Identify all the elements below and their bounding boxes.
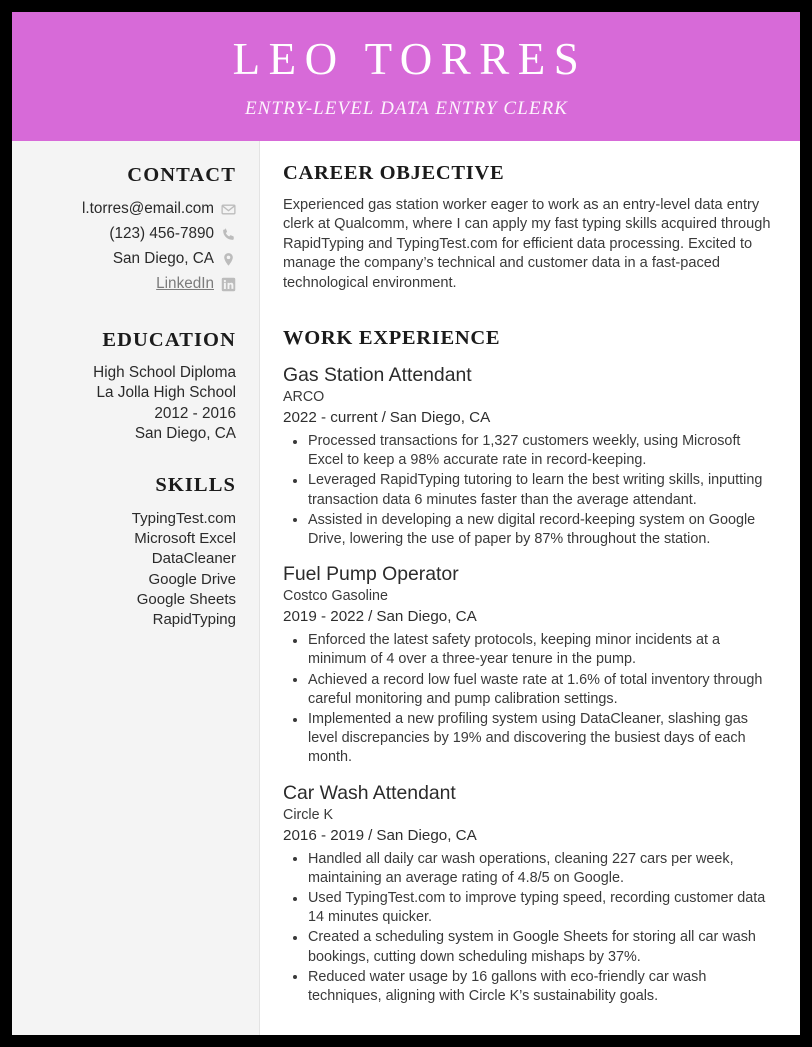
contact-item-phone[interactable] xyxy=(26,224,236,245)
skills-list xyxy=(26,509,236,631)
contact-phone-text: (123) 456-7890 xyxy=(109,225,214,243)
work-experience-entry xyxy=(283,562,774,767)
job-bullet: Enforced the latest safety protocols, keeping minor incidents at a minimum of 4 over a three-year tenure in the pump. xyxy=(283,631,774,669)
job-bullet: Reduced water usage by 16 gallons with eco-friendly car wash techniques, aligning with Circle K’s sustainability goals. xyxy=(283,968,774,1006)
job-company: Circle K xyxy=(283,806,334,823)
skill-item: DataCleaner xyxy=(151,550,236,568)
job-meta xyxy=(283,826,774,846)
job-bullet: Used TypingTest.com to improve typing speed, recording customer data 14 minutes quicker. xyxy=(283,889,774,927)
contact-heading: CONTACT xyxy=(127,164,236,186)
contact-location-text: San Diego, CA xyxy=(112,250,214,268)
resume-header-banner xyxy=(12,12,800,141)
phone-icon xyxy=(221,227,236,242)
contact-email-text: l.torres@email.com xyxy=(82,200,214,218)
job-meta xyxy=(283,408,774,428)
contact-list xyxy=(26,199,236,295)
contact-item-linkedin[interactable] xyxy=(26,274,236,295)
resume-page xyxy=(12,12,800,1035)
job-bullet: Processed transactions for 1,327 customers weekly, using Microsoft Excel to keep a 98% accurate rate in record-keeping. xyxy=(283,432,774,470)
job-title: Car Wash Attendant xyxy=(283,781,456,804)
job-meta-separator: / xyxy=(381,409,386,427)
job-bullet: Leveraged RapidTyping tutoring to learn the best writing skills, inputting transaction data 6 minutes faster than the average attendant. xyxy=(283,471,774,509)
job-bullet: Handled all daily car wash operations, cleaning 227 cars per week, maintaining an average rating of 4.8/5 on Google. xyxy=(283,850,774,888)
contact-item-email[interactable] xyxy=(26,199,236,220)
job-location: San Diego, CA xyxy=(376,826,477,844)
job-bullet-list xyxy=(283,631,774,767)
education-location: San Diego, CA xyxy=(134,425,236,443)
envelope-icon xyxy=(221,202,236,217)
skill-item: Google Sheets xyxy=(136,590,236,608)
job-location: San Diego, CA xyxy=(376,608,477,626)
skill-item: RapidTyping xyxy=(152,611,236,629)
contact-linkedin-link[interactable]: LinkedIn xyxy=(156,275,214,293)
career-objective-text: Experienced gas station worker eager to work as an entry-level data entry clerk at Qualcomm, where I can apply my fast typing skills acquired through RapidTyping and TypingTest.com for efficient data processing. Excited to manage the company’s technical and customer data in a fast-paced technological environment. xyxy=(283,197,771,291)
job-meta-separator: / xyxy=(368,826,373,844)
resume-body xyxy=(12,141,800,1035)
work-experience-entry xyxy=(283,781,774,1007)
job-bullet-list xyxy=(283,432,774,549)
job-company: Costco Gasoline xyxy=(283,588,388,605)
job-company: ARCO xyxy=(283,389,325,406)
job-title: Gas Station Attendant xyxy=(283,364,472,387)
education-heading: EDUCATION xyxy=(102,329,236,351)
candidate-job-title: ENTRY-LEVEL DATA ENTRY CLERK xyxy=(244,98,569,119)
education-dates: 2012 - 2016 xyxy=(154,404,236,422)
job-bullet: Achieved a record low fuel waste rate at 1.6% of total inventory through careful monitoring and pump calibration settings. xyxy=(283,671,774,709)
job-title: Fuel Pump Operator xyxy=(283,563,459,586)
work-experience-entry xyxy=(283,363,774,549)
job-bullet: Implemented a new profiling system using DataCleaner, slashing gas level discrepancies by 19% and discovering the busiest days of each month. xyxy=(283,710,774,768)
job-bullet-list xyxy=(283,850,774,1007)
job-location: San Diego, CA xyxy=(389,409,491,427)
main-content xyxy=(260,141,800,1035)
work-experience-heading: WORK EXPERIENCE xyxy=(283,327,501,350)
contact-item-location xyxy=(26,249,236,270)
job-dates: 2016 - 2019 xyxy=(283,826,365,844)
education-school: La Jolla High School xyxy=(96,384,236,402)
skill-item: Microsoft Excel xyxy=(134,529,236,547)
education-degree: High School Diploma xyxy=(93,364,236,381)
skill-item: TypingTest.com xyxy=(131,509,236,527)
linkedin-icon[interactable] xyxy=(221,277,236,292)
skills-heading: SKILLS xyxy=(155,473,236,496)
location-pin-icon xyxy=(221,252,236,267)
job-bullet: Created a scheduling system in Google Sheets for storing all car wash bookings, cutting down scheduling mishaps by 37%. xyxy=(283,928,774,966)
job-meta xyxy=(283,607,774,627)
job-meta-separator: / xyxy=(368,608,373,626)
skill-item: Google Drive xyxy=(148,570,236,588)
job-bullet: Assisted in developing a new digital record-keeping system on Google Drive, lowering the use of paper by 87% throughout the station. xyxy=(283,511,774,549)
job-dates: 2019 - 2022 xyxy=(283,608,365,626)
education-entry xyxy=(26,363,236,445)
sidebar xyxy=(12,141,260,1035)
candidate-name: LEO TORRES xyxy=(232,34,588,84)
job-dates: 2022 - current xyxy=(283,409,378,427)
career-objective-heading: CAREER OBJECTIVE xyxy=(283,162,505,184)
